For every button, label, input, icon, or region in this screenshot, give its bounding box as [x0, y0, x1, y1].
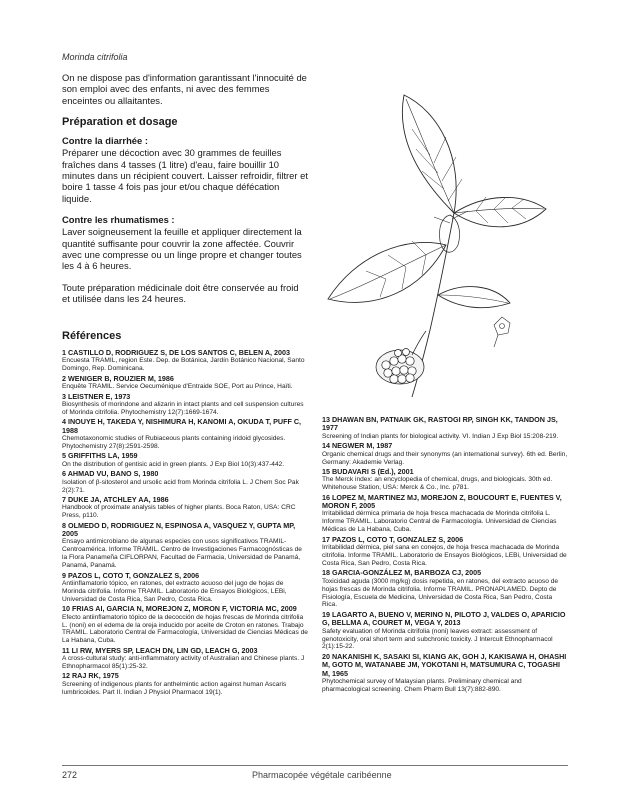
- reference-item: [62, 470, 308, 494]
- running-header: Morinda citrifolia: [62, 52, 128, 62]
- reference-authors: 19 LAGARTO A, BUENO V, MERINO N, PILOTO J, VALDES O, APARICIO G, BELLMA A, COURET M, VEGA Y, 2013: [322, 609, 566, 628]
- reference-item: [322, 468, 568, 492]
- reference-item: [322, 494, 568, 535]
- reference-item: [322, 536, 568, 568]
- reference-item: [62, 647, 308, 671]
- reference-citation: Screening of Indian plants for biological activity. VI. Indian J Exp Biol 15:208-219.: [322, 432, 559, 440]
- reference-authors: 10 FRIAS AI, GARCIA N, MOREJON Z, MORON F, VICTORIA MC, 2009: [62, 604, 297, 614]
- book-title: Pharmacopée végétale caribéenne: [252, 770, 392, 780]
- reference-citation: Organic chemical drugs and their synonyms (an international survey). 6th ed. Berlin, Germany: Akademie Verlag.: [322, 450, 568, 466]
- flower-detail: [494, 317, 510, 347]
- reference-item: [62, 522, 308, 570]
- reference-authors: 13 DHAWAN BN, PATNAIK GK, RASTOGI RP, SINGH KK, TANDON JS, 1977: [322, 415, 558, 433]
- reference-item: [62, 375, 308, 391]
- references-right-column: [322, 416, 568, 695]
- reference-authors: 3 LEISTNER E, 1973: [62, 391, 131, 401]
- reference-citation: Encuesta TRAMIL, region Este. Dep. de Botánica, Jardín Botánico Nacional, Santo Domingo, Rep. Dominicana.: [62, 357, 305, 373]
- references-left-column: [62, 330, 308, 698]
- rheumatism-text: Laver soigneusement la feuille et appliquer directement la quantité suffisante pour couvrir la zone affectée. Couvrir avec une compresse ou un linge propre et changer toutes les 4 à 6 heures.: [62, 226, 302, 272]
- reference-citation: On the distribution of gentisic acid in green plants. J Exp Biol 10(3):437-442.: [62, 460, 285, 468]
- reference-item: [322, 416, 568, 441]
- reference-item: [62, 672, 308, 696]
- noni-fruit: [376, 331, 426, 384]
- reference-authors: 18 GARCIA-GONZÁLEZ M, BARBOZA CJ, 2005: [322, 568, 482, 578]
- reference-item: [62, 349, 308, 373]
- reference-item: [322, 653, 568, 694]
- reference-authors: 15 BUDAVARI S (Ed.), 2001: [322, 466, 414, 476]
- reference-item: [62, 605, 308, 645]
- reference-authors: 17 PAZOS L, COTO T, GONZALEZ S, 2006: [322, 534, 464, 544]
- reference-citation: Ensayo antimicrobiano de algunas especies con usos significativos TRAMIL-Centroamérica. Informe TRAMIL. Centro de Investigaciones Farmacognósticas de la Flora Panameña CIFLORPAN, Facultad de Farmacia, Universidad de Panamá, Panamá, Panamá.: [62, 538, 302, 570]
- reference-citation: Phytochemical survey of Malaysian plants. Preliminary chemical and pharmacological screening. Chem Pharm Bull 13(7):882-890.: [322, 678, 522, 693]
- reference-citation: Efecto antiinflamatorio tópico de la decocción de hojas frescas de Morinda citrifolia L. (noni) en el edema de la oreja inducido por aceite de Croton en ratones. Trabajo TRAMIL. Laboratorio Central de Farmacología, Universidad de Ciencias Médicas de La Habana, Cuba.: [62, 613, 308, 645]
- reference-citation: Safety evaluation of Morinda citrifolia (noni) leaves extract: assessment of genotoxicity, oral short term and subchronic toxicity. J Intercult Ethnopharmacol 2(1):15-22.: [322, 627, 553, 651]
- reference-item: [322, 569, 568, 609]
- reference-authors: 12 RAJ RK, 1975: [62, 671, 119, 681]
- reference-citation: Isolation of β-sitosterol and ursolic acid from Morinda citrifolia L. J Chem Soc Pak 2(2):71.: [62, 478, 299, 494]
- reference-citation: Screening of indigenous plants for anthelmintic action against human Ascaris lumbricoides. Part II. Indian J Physiol Pharmacol 19(1).: [62, 680, 287, 696]
- storage-note: Toute préparation médicinale doit être conservée au froid et utilisée dans les 24 heures.: [62, 281, 299, 305]
- reference-authors: 20 NAKANISHI K, SASAKI SI, KIANG AK, GOH J, KAKISAWA H, OHASHI M, GOTO M, WATANABE JM, YOKOTANI H, MATSUMURA C, TOGASHI M, 1965: [322, 651, 567, 678]
- reference-authors: 8 OLMEDO D, RODRIGUEZ N, ESPINOSA A, VASQUEZ Y, GUPTA MP, 2005: [62, 520, 296, 539]
- reference-authors: 11 LI RW, MYERS SP, LEACH DN, LIN GD, LEACH G, 2003: [62, 645, 258, 655]
- reference-item: [322, 611, 568, 652]
- page-number: 272: [62, 770, 78, 780]
- reference-authors: 14 NEGWER M, 1987: [322, 441, 393, 451]
- reference-citation: Antiinflamatorio tópico, en ratones, del extracto acuoso del jugo de hojas de Morinda citrifolia. Informe TRAMIL. Laboratorio de Ensayos Biológicos, LEBi, Universidad de Costa Rica, San Pedro, Costa Rica.: [62, 579, 287, 603]
- reference-citation: Irritabilidad dérmica primaria de hoja fresca machacada de Morinda citrifolia L. Informe TRAMIL. Laboratorio Central de Farmacología. Universidad de Ciencias Médicas de La Habana, Cuba.: [322, 510, 557, 534]
- reference-item: [322, 442, 568, 466]
- reference-citation: Biosynthesis of morindone and alizarin in intact plants and cell suspension cultures of Morinda citrifolia. Phytochemistry 12(7):1669-1674.: [62, 400, 304, 416]
- reference-item: [62, 572, 308, 604]
- reference-citation: Chemotaxonomic studies of Rubiaceous plants containing iridoid glycosides. Phytochemistry 27(8):2591-2598.: [62, 435, 286, 450]
- footer-rule: [62, 765, 568, 766]
- diarrhea-heading: Contre la diarrhée :: [62, 135, 148, 147]
- reference-citation: Handbook of proximate analysis tables of higher plants. Boca Raton, USA: CRC Press, p110.: [62, 504, 296, 520]
- reference-item: [62, 452, 308, 468]
- references-heading: Références: [62, 330, 122, 342]
- rheumatism-heading: Contre les rhumatismes :: [62, 214, 175, 226]
- main-text-column: [62, 72, 308, 315]
- reference-authors: 7 DUKE JA, ATCHLEY AA, 1986: [62, 494, 169, 504]
- diarrhea-text: Préparer une décoction avec 30 grammes de feuilles fraîches dans 4 tasses (1 litre) d'eau, faire bouillir 10 minutes dans un récipient couvert. Laisser refroidir, filtrer et boire 1 tasse 4 fois pas jour et/ou chaque défécation liquide.: [62, 147, 308, 204]
- reference-citation: Irritabilidad dérmica, piel sana en conejos, de hoja fresca machacada de Morinda citrifolia. Informe TRAMIL. Laboratorio de Ensayos Biológicos, LEBi, Universidad de Costa Rica, San Pedro, Costa Rica.: [322, 544, 567, 567]
- right-leaf: [454, 197, 546, 226]
- reference-authors: 5 GRIFFITHS LA, 1959: [62, 451, 138, 461]
- reference-authors: 2 WENIGER B, ROUZIER M, 1986: [62, 373, 174, 383]
- reference-authors: 6 AHMAD VU, BANO S, 1980: [62, 469, 159, 479]
- reference-citation: The Merck index: an encyclopedia of chemical, drugs, and biologicals. 30th ed. Whitehouse Station, USA: Merck & Co., Inc. p781.: [322, 476, 553, 492]
- reference-citation: Enquête TRAMIL. Service Oecuménique d'Entraide SOE, Port au Prince, Haïti.: [62, 383, 293, 391]
- morinda-plant-illustration: [326, 85, 548, 400]
- reference-item: [62, 418, 308, 451]
- intro-paragraph: On ne dispose pas d'information garantissant l'innocuité de son emploi avec des enfants, ni avec des femmes enceintes ou allaitantes.: [62, 72, 307, 106]
- reference-item: [62, 496, 308, 520]
- reference-authors: 1 CASTILLO D, RODRIGUEZ S, DE LOS SANTOS C, BELEN A, 2003: [62, 348, 291, 357]
- preparation-heading: Préparation et dosage: [62, 116, 178, 129]
- reference-item: [62, 393, 308, 417]
- reference-authors: 16 LOPEZ M, MARTINEZ MJ, MOREJON Z, BOUCOURT E, FUENTES V, MORON F, 2005: [322, 492, 562, 511]
- reference-authors: 4 INOUYE H, TAKEDA Y, NISHIMURA H, KANOMI A, OKUDA T, PUFF C, 1988: [62, 417, 302, 435]
- reference-citation: A cross-cultural study: anti-inflammatory activity of Australian and Chinese plants. J Ethnopharmacol 85(1):25-32.: [62, 655, 305, 671]
- left-leaf: [328, 242, 446, 302]
- reference-authors: 9 PAZOS L, COTO T, GONZALEZ S, 2006: [62, 570, 200, 580]
- reference-citation: Toxicidad aguda (3000 mg/kg) dosis repetida, en ratones, del extracto acuoso de hojas frescas de Morinda citrifolia. Informe TRAMIL. PRONAPLAMED. Depto de Fisiología, Escuela de Medicina, Universidad de Costa Rica, San Pedro, Costa Rica.: [322, 577, 559, 609]
